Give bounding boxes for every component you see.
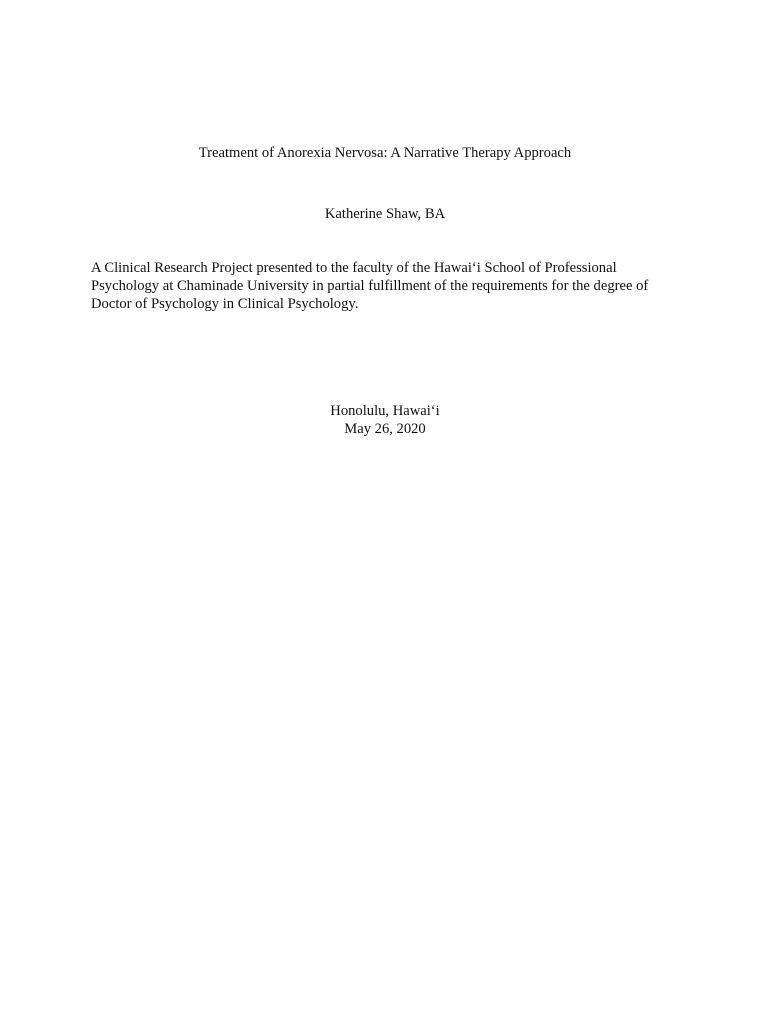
date: May 26, 2020 — [344, 421, 426, 437]
location: Honolulu, Hawai‘i — [330, 403, 440, 419]
description-line: A Clinical Research Project presented to the faculty of the Hawai‘i School of Professional — [91, 260, 617, 276]
author-name: Katherine Shaw, BA — [324, 206, 446, 222]
project-description — [91, 259, 681, 313]
description-line: Psychology at Chaminade University in partial fulfillment of the requirements for the degree of — [91, 278, 649, 294]
document-title: Treatment of Anorexia Nervosa: A Narrative Therapy Approach — [198, 145, 572, 161]
description-line: Doctor of Psychology in Clinical Psychology. — [91, 296, 359, 312]
